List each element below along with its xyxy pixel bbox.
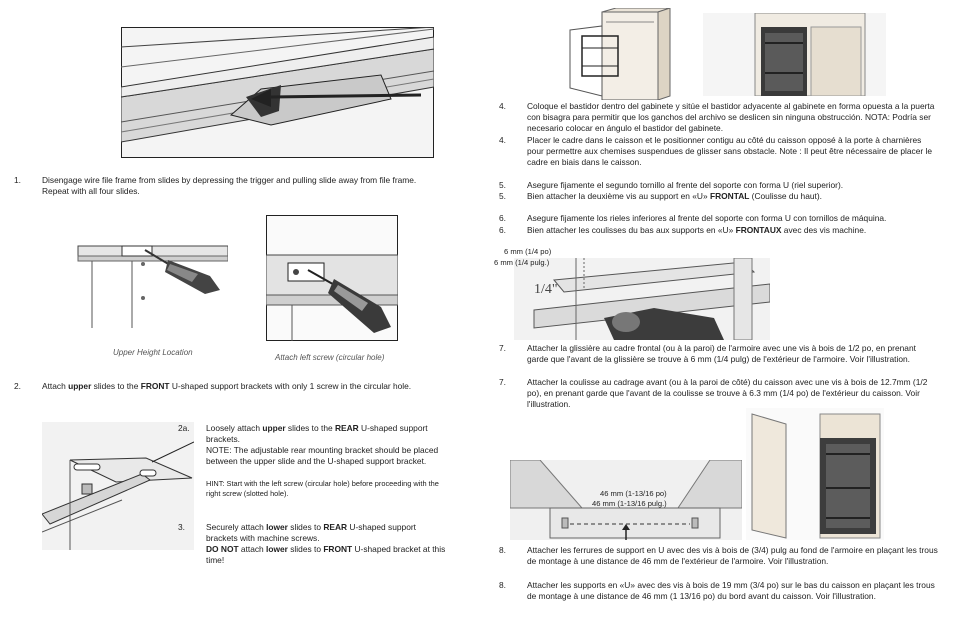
quarter-inch-label: 1/4" — [534, 282, 558, 297]
cabinet-open-door-photo — [746, 408, 884, 540]
step-6-fr-text: Bien attacher les coulisses du bas aux supports en «U» FRONTAUX avec des vis machine. — [527, 225, 867, 235]
step-5-fr-text: Bien attacher la deuxième vis au support en «U» FRONTAL (Coulisse du haut). — [527, 191, 822, 201]
upper-height-caption: Upper Height Location — [113, 348, 193, 357]
step-7a-text: Attacher la glissière au cadre frontal (ou à la paroi) de l'armoire avec une vis à bois de 1/2 po, en prenant garde que l'avant de la glissière se trouve à 6 mm (1/4 pulg) de l'extérieur de l'armoire. Voir l'illustration. — [527, 343, 916, 364]
step-4-fr-text: Placer le cadre dans le caisson et le positionner contigu au côté du caisson opposé à la porte à charnières pour permettre aux chemises suspendues de glisser sans obstacle. Note : Il peut être nécessaire de placer le cadre en biais dans le caisson. — [527, 135, 933, 167]
attach-left-screw-illustration — [266, 215, 398, 341]
frame-in-cabinet-photo — [703, 13, 886, 96]
step-1-number: 1. — [14, 175, 21, 185]
slide-release-illustration — [121, 27, 434, 158]
dim-46mm-pulg: 46 mm (1-13/16 pulg.) — [592, 499, 667, 508]
step-1-text: Disengage wire file frame from slides by depressing the trigger and pulling slide away from file frame. Repeat with all four slides. — [42, 175, 417, 196]
step-2a-text: Loosely attach upper slides to the REAR U-shaped support brackets. — [206, 423, 428, 444]
step-2-text: Attach upper slides to the FRONT U-shaped support brackets with only 1 screw in the circular hole. — [42, 381, 412, 391]
step-3-text: Securely attach lower slides to REAR U-shaped support brackets with machine screws. DO NOT attach lower slides to FRONT U-shaped bracket at this time! — [206, 522, 446, 565]
step-8b-text: Attacher les supports en «U» avec des vis à bois de 19 mm (3/4 po) sur le bas du caisson en plaçant les trous de montage à une distance de 46 mm (1 13/16 po) du bord avant du caisson. Voir l'illustration. — [527, 580, 935, 601]
step-2-number: 2. — [14, 381, 21, 391]
step-5-fr-number: 5. — [499, 191, 506, 201]
step-5-es-number: 5. — [499, 180, 506, 190]
step-7b-text: Attacher la coulisse au cadrage avant (ou à la paroi de côté) du caisson avec une vis à bois de 12.7mm (1/2 po), en prenant garde que l'avant de la coulisse se trouve à 6.3 mm (1/4 po) de l'extérieur du caisson. Voir l'illustration. — [527, 377, 928, 409]
cabinet-frame-illustration — [566, 8, 672, 100]
step-4-es-number: 4. — [499, 101, 506, 111]
step-6-es-number: 6. — [499, 213, 506, 223]
step-3-number: 3. — [178, 522, 185, 532]
dim-46mm-po: 46 mm (1-13/16 po) — [600, 489, 667, 498]
dim-6mm-pulg: 6 mm (1/4 pulg.) — [494, 258, 550, 267]
step-2a-hint: HINT: Start with the left screw (circular hole) before proceeding with the right screw (slotted hole). — [206, 479, 439, 498]
attach-left-screw-caption: Attach left screw (circular hole) — [275, 353, 385, 362]
drill-quarter-inch-illustration — [514, 258, 770, 340]
step-2a-note: NOTE: The adjustable rear mounting bracket should be placed between the upper slide and the U-shaped support bracket. — [206, 445, 439, 466]
upper-height-illustration — [70, 228, 228, 328]
step-4-fr-number: 4. — [499, 135, 506, 145]
step-8b-number: 8. — [499, 580, 506, 590]
step-7b-number: 7. — [499, 377, 506, 387]
step-2a-number: 2a. — [178, 423, 190, 433]
step-5-es-text: Asegure fijamente el segundo tornillo al frente del soporte con forma U (riel superior). — [527, 180, 844, 190]
step-6-es-text: Asegure fijamente los rieles inferiores al frente del soporte con forma U con tornillos de máquina. — [527, 213, 887, 223]
rear-bracket-illustration — [42, 422, 194, 550]
step-8a-number: 8. — [499, 545, 506, 555]
step-4-es-text: Coloque el bastidor dentro del gabinete y sitúe el bastidor adyacente al gabinete en forma opuesta a la puerta con bisagra para permitir que los ganchos del archivo se deslicen sin ninguna obstrucción. NOTA: Podría ser necesario colocar en ángulo el bastidor del gabinete. — [527, 101, 935, 133]
step-7a-number: 7. — [499, 343, 506, 353]
dim-6mm-po: 6 mm (1/4 po) — [504, 247, 552, 256]
step-6-fr-number: 6. — [499, 225, 506, 235]
step-8a-text: Attacher les ferrures de support en U avec des vis à bois de (3/4) pulg au fond de l'armoire en plaçant les trous de montage à une distance de 46 mm de l'extérieur de l'armoire. Voir l'illustration. — [527, 545, 938, 566]
